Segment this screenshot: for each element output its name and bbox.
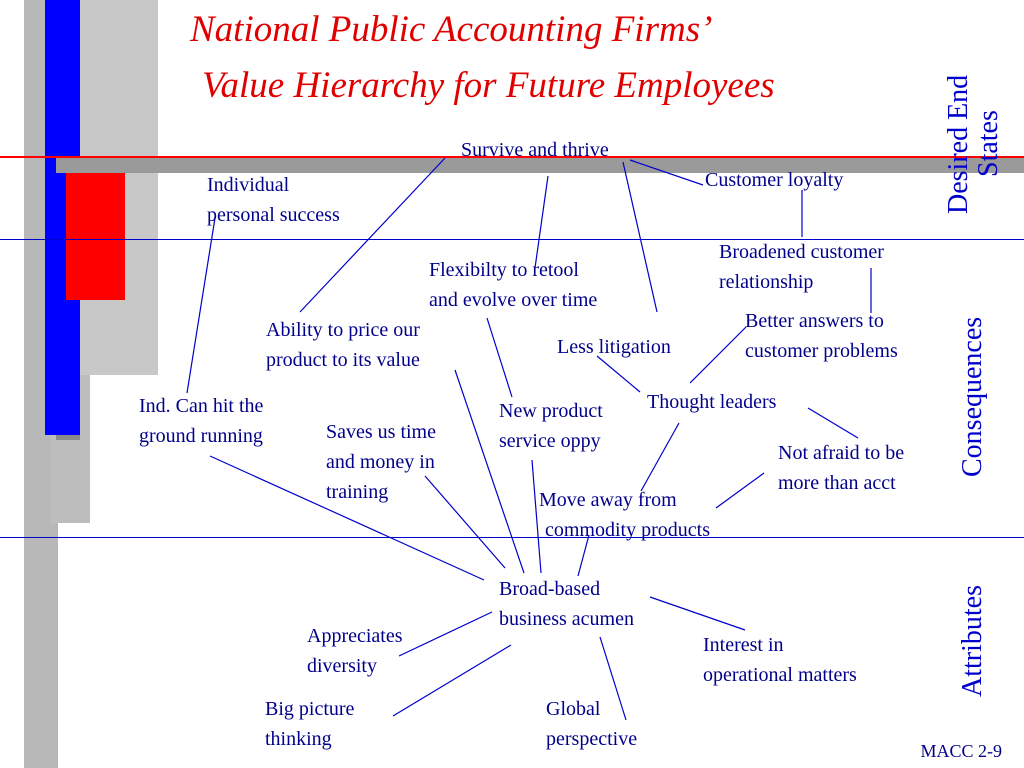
link-survive-less-litigation (623, 162, 657, 312)
node-broad-based-acumen: Broad-based business acumen (499, 578, 634, 630)
slide-title-line2: Value Hierarchy for Future Employees (202, 65, 775, 106)
node-customer-loyalty: Customer loyalty (705, 169, 844, 191)
node-new-product: New product service oppy (499, 400, 603, 452)
link-thought-notafraid (808, 408, 858, 438)
node-ind-hit-ground: Ind. Can hit the ground running (139, 395, 264, 447)
node-global-perspective: Global perspective (546, 698, 638, 750)
link-survive-customer-loyalty (630, 160, 703, 185)
node-big-picture: Big picture thinking (265, 698, 355, 750)
node-ability-to-price: Ability to price our product to its value (266, 319, 420, 371)
node-not-afraid: Not afraid to be more than acct (778, 442, 905, 494)
node-move-away: Move away from commodity products (539, 489, 710, 541)
link-individual-ind (187, 218, 215, 393)
link-broad-bigpic (393, 645, 511, 716)
node-broadened-customer-relationship: Broadened customer relationship (719, 241, 884, 293)
link-broad-interest (650, 597, 745, 630)
link-thought-move (641, 423, 679, 491)
link-notafraid-move (716, 473, 764, 508)
slide-number: MACC 2-9 (920, 741, 1002, 761)
node-better-answers: Better answers to customer problems (745, 310, 898, 362)
node-appreciates-diversity: Appreciates diversity (307, 625, 403, 677)
node-saves-time: Saves us time and money in training (326, 421, 436, 503)
node-survive-and-thrive: Survive and thrive (461, 139, 609, 161)
side-label-attributes: Attributes (957, 585, 988, 697)
link-better-thought (690, 327, 746, 383)
link-flex-newprod (487, 318, 512, 397)
node-thought-leaders: Thought leaders (647, 391, 777, 413)
node-less-litigation: Less litigation (557, 336, 671, 358)
side-label-desired-end-states: Desired End States (943, 74, 1004, 214)
node-interest-operational: Interest in operational matters (703, 634, 857, 686)
link-broad-appreciates (399, 612, 492, 656)
side-label-consequences: Consequences (957, 316, 988, 478)
link-saves-broad (425, 476, 505, 568)
node-individual-personal-success: Individual personal success (207, 174, 340, 226)
node-flexibility: Flexibilty to retool and evolve over time (429, 259, 598, 311)
slide-title-line1: National Public Accounting Firms’ (190, 9, 713, 50)
